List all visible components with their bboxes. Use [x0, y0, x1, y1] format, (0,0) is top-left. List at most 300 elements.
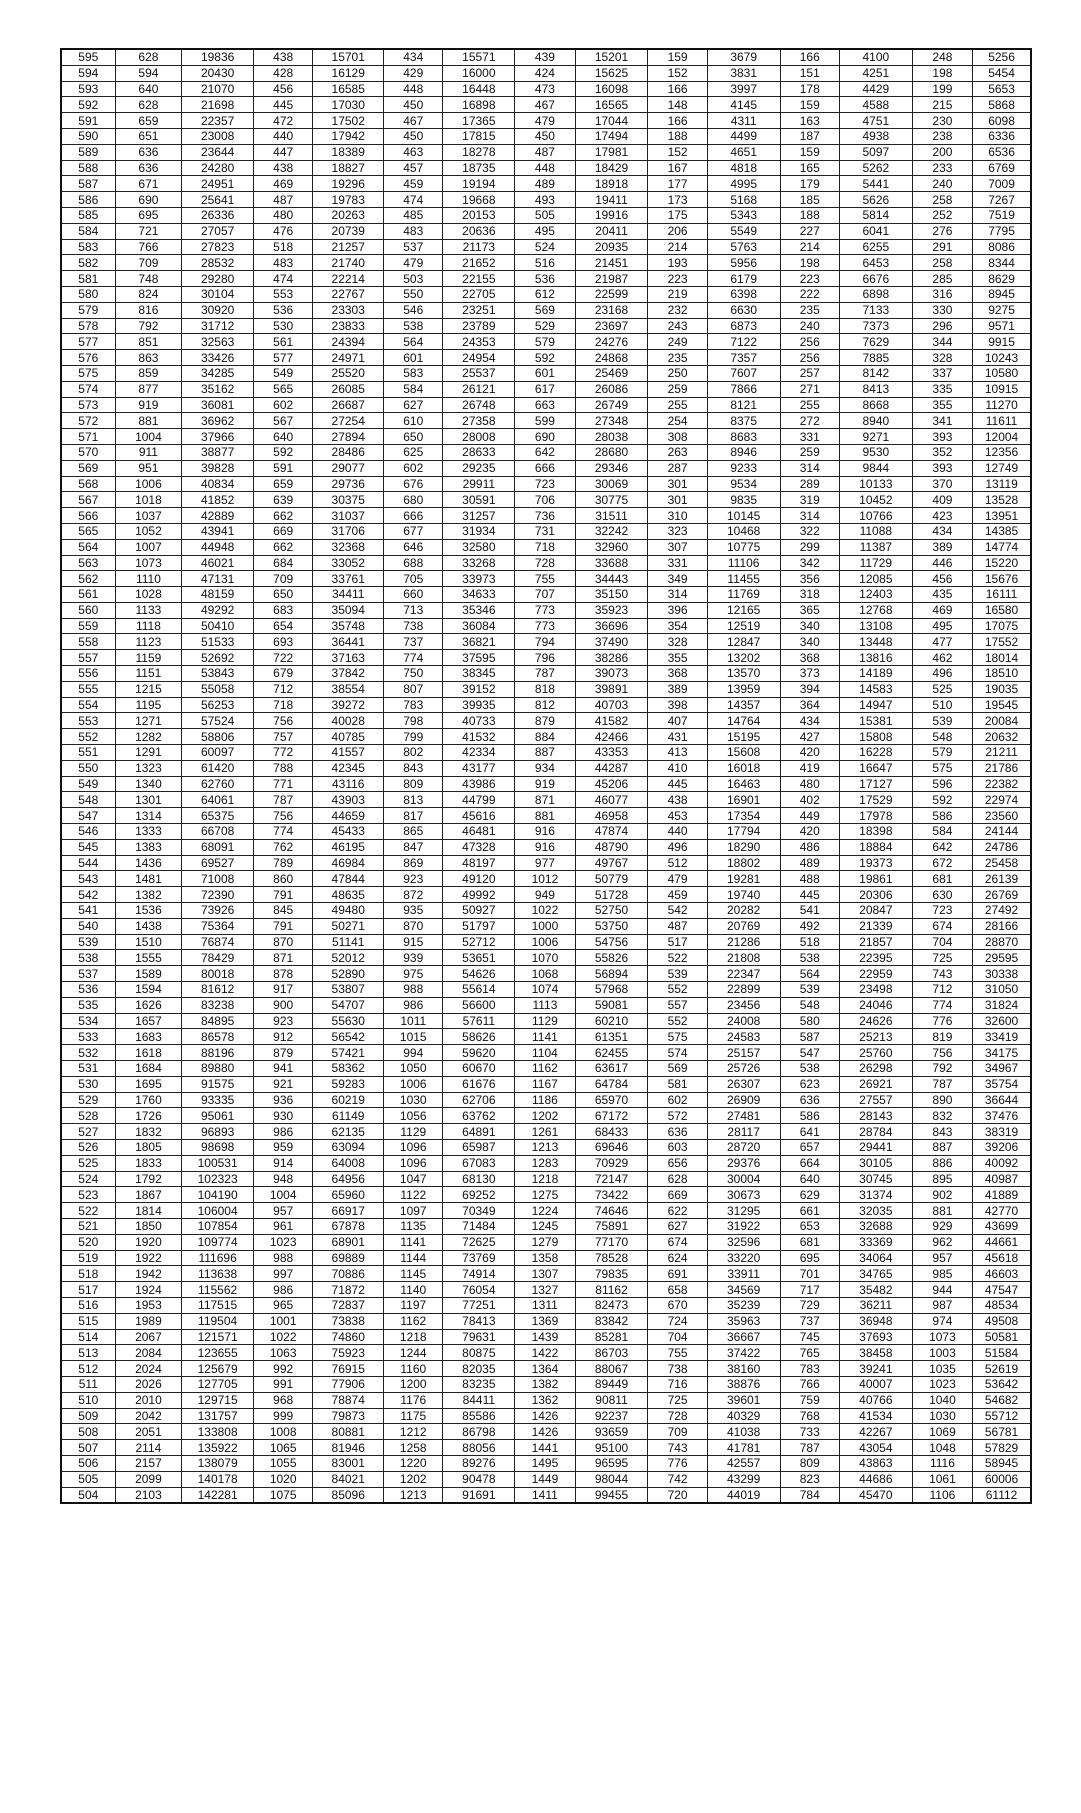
- table-cell: 601: [384, 350, 443, 366]
- table-cell: 38554: [313, 681, 384, 697]
- table-cell: 1279: [515, 1234, 575, 1250]
- table-cell: 24353: [443, 334, 515, 350]
- table-cell: 716: [648, 1376, 707, 1392]
- table-cell: 558: [61, 634, 115, 650]
- table-cell: 723: [912, 903, 972, 919]
- table-cell: 31037: [313, 508, 384, 524]
- table-cell: 57421: [313, 1045, 384, 1061]
- table-cell: 546: [384, 302, 443, 318]
- table-cell: 550: [61, 760, 115, 776]
- table-cell: 19836: [182, 49, 254, 65]
- table-cell: 802: [384, 745, 443, 761]
- table-cell: 977: [515, 855, 575, 871]
- table-cell: 712: [254, 681, 313, 697]
- table-cell: 36211: [839, 1297, 912, 1313]
- table-cell: 32242: [575, 523, 648, 539]
- table-cell: 986: [254, 1124, 313, 1140]
- table-cell: 98698: [182, 1139, 254, 1155]
- table-cell: 19296: [313, 176, 384, 192]
- table-cell: 9571: [973, 318, 1031, 334]
- table-cell: 549: [254, 365, 313, 381]
- table-cell: 1052: [115, 523, 182, 539]
- table-cell: 60097: [182, 745, 254, 761]
- table-cell: 666: [515, 460, 575, 476]
- table-cell: 1695: [115, 1076, 182, 1092]
- table-cell: 44686: [839, 1471, 912, 1487]
- table-cell: 1074: [515, 982, 575, 998]
- table-cell: 512: [61, 1361, 115, 1377]
- table-cell: 1369: [515, 1313, 575, 1329]
- table-cell: 17502: [313, 113, 384, 129]
- table-cell: 517: [61, 1282, 115, 1298]
- table-cell: 331: [780, 429, 839, 445]
- table-cell: 167: [648, 160, 707, 176]
- table-row: [61, 1187, 1031, 1203]
- table-cell: 22347: [707, 966, 780, 982]
- table-cell: 166: [648, 113, 707, 129]
- table-cell: 15381: [839, 713, 912, 729]
- table-cell: 1048: [912, 1440, 972, 1456]
- table-cell: 26121: [443, 381, 515, 397]
- table-cell: 16129: [313, 65, 384, 81]
- table-cell: 704: [912, 934, 972, 950]
- table-cell: 323: [648, 523, 707, 539]
- table-row: [61, 824, 1031, 840]
- table-cell: 16448: [443, 81, 515, 97]
- table-cell: 15701: [313, 49, 384, 65]
- table-cell: 35754: [973, 1076, 1031, 1092]
- table-cell: 603: [648, 1139, 707, 1155]
- table-cell: 24954: [443, 350, 515, 366]
- table-cell: 46984: [313, 855, 384, 871]
- table-cell: 574: [648, 1045, 707, 1061]
- table-cell: 1050: [384, 1061, 443, 1077]
- table-cell: 90811: [575, 1392, 648, 1408]
- table-row: [61, 1045, 1031, 1061]
- table-cell: 999: [254, 1408, 313, 1424]
- table-cell: 25641: [182, 192, 254, 208]
- table-cell: 36948: [839, 1313, 912, 1329]
- table-cell: 46481: [443, 824, 515, 840]
- table-cell: 745: [780, 1329, 839, 1345]
- table-cell: 646: [384, 539, 443, 555]
- table-cell: 30004: [707, 1171, 780, 1187]
- table-row: [61, 1408, 1031, 1424]
- table-cell: 287: [648, 460, 707, 476]
- table-cell: 738: [648, 1361, 707, 1377]
- table-cell: 73838: [313, 1313, 384, 1329]
- table-cell: 73422: [575, 1187, 648, 1203]
- table-cell: 550: [384, 286, 443, 302]
- table-row: [61, 239, 1031, 255]
- table-cell: 886: [912, 1155, 972, 1171]
- table-cell: 592: [515, 350, 575, 366]
- table-cell: 7795: [973, 223, 1031, 239]
- table-cell: 62760: [182, 776, 254, 792]
- table-cell: 538: [780, 1061, 839, 1077]
- table-cell: 542: [61, 887, 115, 903]
- table-cell: 737: [384, 634, 443, 650]
- table-cell: 505: [515, 207, 575, 223]
- table-cell: 10243: [973, 350, 1031, 366]
- table-cell: 525: [61, 1155, 115, 1171]
- table-cell: 28720: [707, 1139, 780, 1155]
- table-cell: 438: [648, 792, 707, 808]
- table-cell: 561: [61, 587, 115, 603]
- table-cell: 1047: [384, 1171, 443, 1187]
- table-cell: 26748: [443, 397, 515, 413]
- table-cell: 39241: [839, 1361, 912, 1377]
- table-cell: 539: [780, 982, 839, 998]
- table-cell: 1135: [384, 1218, 443, 1234]
- table-cell: 49120: [443, 871, 515, 887]
- table-cell: 565: [61, 523, 115, 539]
- table-cell: 48790: [575, 839, 648, 855]
- table-cell: 21211: [973, 745, 1031, 761]
- table-cell: 31295: [707, 1203, 780, 1219]
- table-cell: 59620: [443, 1045, 515, 1061]
- table-cell: 59081: [575, 997, 648, 1013]
- table-cell: 22357: [182, 113, 254, 129]
- table-cell: 193: [648, 255, 707, 271]
- table-cell: 1007: [115, 539, 182, 555]
- table-cell: 47844: [313, 871, 384, 887]
- table-cell: 580: [61, 286, 115, 302]
- table-cell: 27823: [182, 239, 254, 255]
- table-cell: 8375: [707, 413, 780, 429]
- table-cell: 681: [780, 1234, 839, 1250]
- table-cell: 159: [648, 49, 707, 65]
- table-cell: 138079: [182, 1455, 254, 1471]
- table-cell: 420: [780, 824, 839, 840]
- table-cell: 879: [515, 713, 575, 729]
- table-cell: 64061: [182, 792, 254, 808]
- table-cell: 440: [648, 824, 707, 840]
- table-cell: 787: [254, 792, 313, 808]
- table-cell: 16228: [839, 745, 912, 761]
- table-cell: 85586: [443, 1408, 515, 1424]
- table-row: [61, 602, 1031, 618]
- table-row: [61, 903, 1031, 919]
- table-row: [61, 808, 1031, 824]
- table-cell: 255: [648, 397, 707, 413]
- table-cell: 4429: [839, 81, 912, 97]
- table-cell: 20153: [443, 207, 515, 223]
- table-cell: 1323: [115, 760, 182, 776]
- table-cell: 660: [384, 587, 443, 603]
- table-cell: 1070: [515, 950, 575, 966]
- table-cell: 1792: [115, 1171, 182, 1187]
- table-cell: 1805: [115, 1139, 182, 1155]
- table-cell: 792: [115, 318, 182, 334]
- table-cell: 519: [61, 1250, 115, 1266]
- table-cell: 1327: [515, 1282, 575, 1298]
- table-cell: 438: [254, 49, 313, 65]
- table-cell: 585: [61, 207, 115, 223]
- table-cell: 9534: [707, 476, 780, 492]
- table-cell: 628: [648, 1171, 707, 1187]
- table-cell: 15676: [973, 571, 1031, 587]
- table-cell: 680: [384, 492, 443, 508]
- table-cell: 31922: [707, 1218, 780, 1234]
- table-cell: 91691: [443, 1487, 515, 1503]
- table-cell: 99455: [575, 1487, 648, 1503]
- table-cell: 8121: [707, 397, 780, 413]
- table-cell: 49292: [182, 602, 254, 618]
- table-cell: 301: [648, 492, 707, 508]
- table-cell: 52712: [443, 934, 515, 950]
- table-cell: 1850: [115, 1218, 182, 1234]
- table-cell: 562: [61, 571, 115, 587]
- table-cell: 77251: [443, 1297, 515, 1313]
- table-row: [61, 1234, 1031, 1250]
- table-cell: 539: [61, 934, 115, 950]
- table-cell: 32688: [839, 1218, 912, 1234]
- table-cell: 64784: [575, 1076, 648, 1092]
- table-cell: 25726: [707, 1061, 780, 1077]
- table-cell: 948: [254, 1171, 313, 1187]
- table-row: [61, 934, 1031, 950]
- table-cell: 479: [515, 113, 575, 129]
- table-cell: 38876: [707, 1376, 780, 1392]
- table-cell: 487: [648, 918, 707, 934]
- table-cell: 6873: [707, 318, 780, 334]
- table-cell: 29376: [707, 1155, 780, 1171]
- table-cell: 463: [384, 144, 443, 160]
- table-cell: 724: [648, 1313, 707, 1329]
- table-cell: 163: [780, 113, 839, 129]
- table-cell: 670: [648, 1297, 707, 1313]
- table-cell: 1006: [515, 934, 575, 950]
- table-cell: 29280: [182, 271, 254, 287]
- table-cell: 959: [254, 1139, 313, 1155]
- table-cell: 47547: [973, 1282, 1031, 1298]
- table-cell: 522: [648, 950, 707, 966]
- table-cell: 949: [515, 887, 575, 903]
- table-cell: 4588: [839, 97, 912, 113]
- table-cell: 79835: [575, 1266, 648, 1282]
- table-cell: 5441: [839, 176, 912, 192]
- table-cell: 413: [648, 745, 707, 761]
- table-cell: 435: [912, 587, 972, 603]
- table-cell: 1123: [115, 634, 182, 650]
- table-cell: 1110: [115, 571, 182, 587]
- table-cell: 1382: [115, 887, 182, 903]
- table-cell: 545: [61, 839, 115, 855]
- table-cell: 18735: [443, 160, 515, 176]
- table-cell: 11729: [839, 555, 912, 571]
- table-cell: 1096: [384, 1155, 443, 1171]
- table-cell: 552: [648, 1013, 707, 1029]
- table-cell: 64891: [443, 1124, 515, 1140]
- table-cell: 23498: [839, 982, 912, 998]
- table-cell: 624: [648, 1250, 707, 1266]
- table-cell: 119504: [182, 1313, 254, 1329]
- table-cell: 485: [384, 207, 443, 223]
- table-cell: 427: [780, 729, 839, 745]
- table-cell: 27348: [575, 413, 648, 429]
- table-cell: 17127: [839, 776, 912, 792]
- table-cell: 7122: [707, 334, 780, 350]
- table-cell: 479: [384, 255, 443, 271]
- table-cell: 398: [648, 697, 707, 713]
- table-cell: 49992: [443, 887, 515, 903]
- table-cell: 543: [61, 871, 115, 887]
- table-cell: 8413: [839, 381, 912, 397]
- table-cell: 222: [780, 286, 839, 302]
- table-cell: 52890: [313, 966, 384, 982]
- table-cell: 78874: [313, 1392, 384, 1408]
- table-cell: 74646: [575, 1203, 648, 1219]
- table-row: [61, 555, 1031, 571]
- table-cell: 57524: [182, 713, 254, 729]
- table-cell: 43986: [443, 776, 515, 792]
- table-cell: 18429: [575, 160, 648, 176]
- table-cell: 34443: [575, 571, 648, 587]
- table-cell: 434: [780, 713, 839, 729]
- table-cell: 627: [648, 1218, 707, 1234]
- table-cell: 1510: [115, 934, 182, 950]
- table-cell: 31824: [973, 997, 1031, 1013]
- table-cell: 1012: [515, 871, 575, 887]
- table-row: [61, 681, 1031, 697]
- table-row: [61, 697, 1031, 713]
- table-cell: 13951: [973, 508, 1031, 524]
- table-cell: 18389: [313, 144, 384, 160]
- table-cell: 575: [648, 1029, 707, 1045]
- table-cell: 516: [515, 255, 575, 271]
- table-cell: 35963: [707, 1313, 780, 1329]
- table-cell: 152: [648, 65, 707, 81]
- table-cell: 43299: [707, 1471, 780, 1487]
- table-cell: 612: [515, 286, 575, 302]
- table-cell: 572: [648, 1108, 707, 1124]
- table-cell: 572: [61, 413, 115, 429]
- table-cell: 743: [648, 1440, 707, 1456]
- table-row: [61, 1471, 1031, 1487]
- table-cell: 531: [61, 1061, 115, 1077]
- table-row: [61, 1108, 1031, 1124]
- table-cell: 223: [780, 271, 839, 287]
- table-cell: 1151: [115, 666, 182, 682]
- table-cell: 819: [912, 1029, 972, 1045]
- table-cell: 330: [912, 302, 972, 318]
- table-cell: 256: [780, 334, 839, 350]
- table-cell: 86578: [182, 1029, 254, 1045]
- table-cell: 1422: [515, 1345, 575, 1361]
- table-cell: 17529: [839, 792, 912, 808]
- table-cell: 42345: [313, 760, 384, 776]
- table-cell: 1481: [115, 871, 182, 887]
- table-cell: 179: [780, 176, 839, 192]
- table-cell: 566: [61, 508, 115, 524]
- table-cell: 17030: [313, 97, 384, 113]
- table-cell: 1022: [515, 903, 575, 919]
- table-cell: 1063: [254, 1345, 313, 1361]
- table-cell: 650: [254, 587, 313, 603]
- table-cell: 102323: [182, 1171, 254, 1187]
- table-cell: 1364: [515, 1361, 575, 1377]
- table-cell: 24280: [182, 160, 254, 176]
- table-cell: 865: [384, 824, 443, 840]
- table-row: [61, 887, 1031, 903]
- table-cell: 37595: [443, 650, 515, 666]
- table-cell: 577: [254, 350, 313, 366]
- table-cell: 19545: [973, 697, 1031, 713]
- table-cell: 14947: [839, 697, 912, 713]
- table-cell: 579: [515, 334, 575, 350]
- table-cell: 258: [912, 255, 972, 271]
- table-cell: 559: [61, 618, 115, 634]
- table-cell: 561: [254, 334, 313, 350]
- table-cell: 61149: [313, 1108, 384, 1124]
- table-cell: 783: [384, 697, 443, 713]
- table-cell: 48197: [443, 855, 515, 871]
- table-cell: 28532: [182, 255, 254, 271]
- table-cell: 871: [254, 950, 313, 966]
- table-cell: 5256: [973, 49, 1031, 65]
- table-cell: 68901: [313, 1234, 384, 1250]
- table-cell: 72837: [313, 1297, 384, 1313]
- table-cell: 42557: [707, 1455, 780, 1471]
- table-cell: 188: [780, 207, 839, 223]
- table-cell: 1282: [115, 729, 182, 745]
- table-row: [61, 365, 1031, 381]
- table-cell: 506: [61, 1455, 115, 1471]
- table-cell: 76054: [443, 1282, 515, 1298]
- table-cell: 992: [254, 1361, 313, 1377]
- table-cell: 29595: [973, 950, 1031, 966]
- table-row: [61, 1218, 1031, 1234]
- table-cell: 96595: [575, 1455, 648, 1471]
- table-cell: 13570: [707, 666, 780, 682]
- table-cell: 25213: [839, 1029, 912, 1045]
- table-cell: 47131: [182, 571, 254, 587]
- table-cell: 564: [780, 966, 839, 982]
- table-cell: 5814: [839, 207, 912, 223]
- table-cell: 85096: [313, 1487, 384, 1503]
- table-cell: 20430: [182, 65, 254, 81]
- table-cell: 6453: [839, 255, 912, 271]
- table-cell: 2103: [115, 1487, 182, 1503]
- table-cell: 24868: [575, 350, 648, 366]
- table-cell: 523: [61, 1187, 115, 1203]
- table-body: [61, 49, 1031, 1503]
- table-cell: 12847: [707, 634, 780, 650]
- table-cell: 736: [515, 508, 575, 524]
- table-cell: 642: [515, 444, 575, 460]
- table-cell: 640: [780, 1171, 839, 1187]
- table-row: [61, 302, 1031, 318]
- table-cell: 259: [780, 444, 839, 460]
- table-cell: 1065: [254, 1440, 313, 1456]
- table-cell: 986: [254, 1282, 313, 1298]
- table-cell: 272: [780, 413, 839, 429]
- table-cell: 95100: [575, 1440, 648, 1456]
- table-cell: 44287: [575, 760, 648, 776]
- table-cell: 592: [912, 792, 972, 808]
- table-cell: 1133: [115, 602, 182, 618]
- table-cell: 450: [384, 128, 443, 144]
- table-cell: 23168: [575, 302, 648, 318]
- table-cell: 560: [61, 602, 115, 618]
- table-cell: 816: [115, 302, 182, 318]
- table-cell: 640: [254, 429, 313, 445]
- table-cell: 783: [780, 1361, 839, 1377]
- table-cell: 50271: [313, 918, 384, 934]
- table-cell: 723: [515, 476, 575, 492]
- table-cell: 257: [780, 365, 839, 381]
